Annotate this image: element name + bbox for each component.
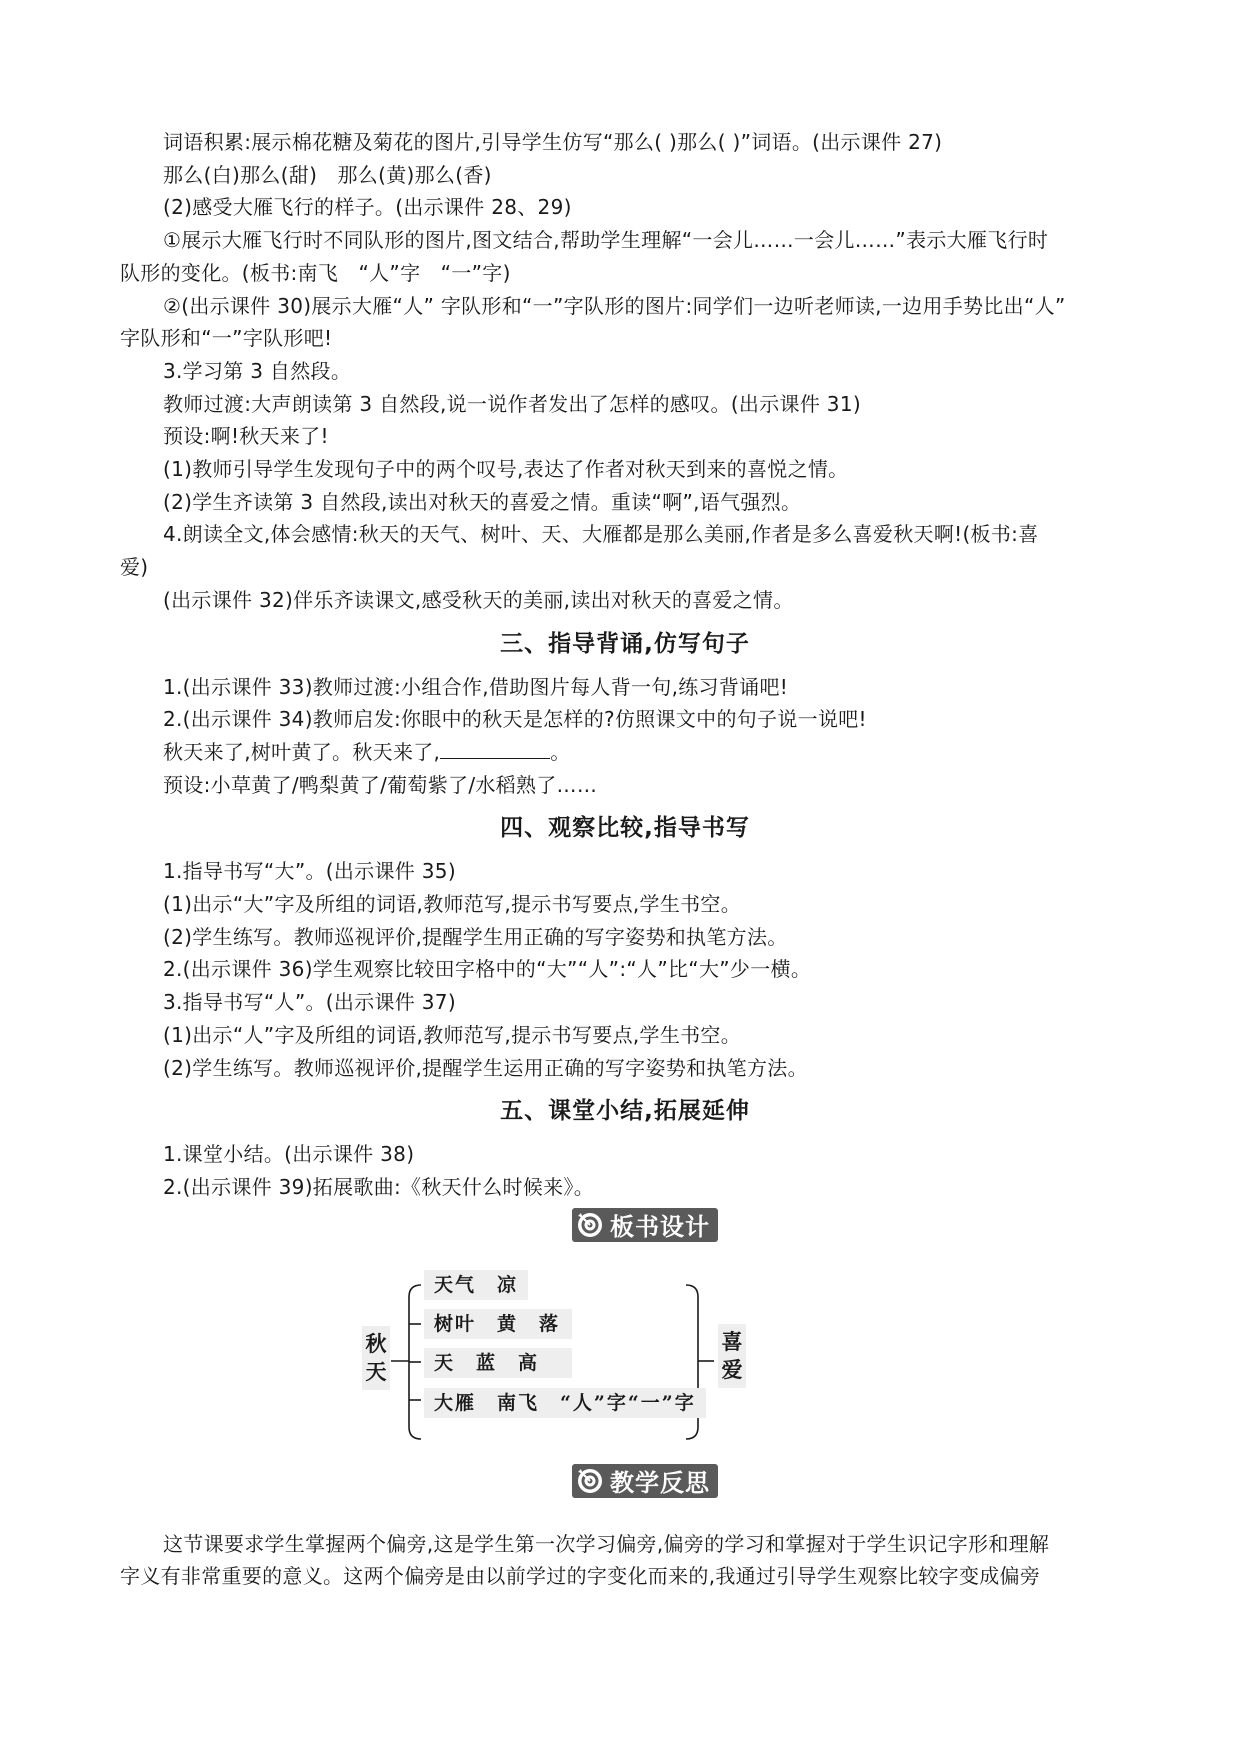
section-heading: 四、观察比较,指导书写: [500, 815, 750, 842]
board-row: 树叶 黄 落: [424, 1309, 572, 1339]
answer-blank: [440, 738, 550, 759]
board-left-label: 秋 天: [362, 1326, 390, 1390]
target-icon: [576, 1467, 604, 1495]
board-row: 天 蓝 高: [424, 1348, 572, 1378]
reflection-banner: [120, 1464, 1130, 1510]
paragraph: (2)学生练写。教师巡视评价,提醒学生用正确的写字姿势和执笔方法。: [163, 924, 788, 949]
paragraph: 那么(白)那么(甜) 那么(黄)那么(香): [163, 162, 492, 187]
paragraph: 3.指导书写“人”。(出示课件 37): [163, 990, 456, 1015]
paragraph: 2.(出示课件 36)学生观察比较田字格中的“大”“人”:“人”比“大”少一横。: [163, 957, 812, 982]
paragraph: 2.(出示课件 39)拓展歌曲:《秋天什么时候来》。: [163, 1174, 595, 1199]
paragraph: 1.指导书写“大”。(出示课件 35): [163, 859, 456, 884]
paragraph: 教师过渡:大声朗读第 3 自然段,说一说作者发出了怎样的感叹。(出示课件 31): [163, 391, 861, 416]
paragraph: (2)学生练写。教师巡视评价,提醒学生运用正确的写字姿势和执笔方法。: [163, 1055, 808, 1080]
paragraph: 1.(出示课件 33)教师过渡:小组合作,借助图片每人背一句,练习背诵吧!: [163, 674, 789, 699]
paragraph: 预设:小草黄了/鸭梨黄了/葡萄紫了/水稻熟了……: [163, 772, 598, 797]
section-heading: 五、课堂小结,拓展延伸: [500, 1098, 750, 1125]
target-icon: [576, 1211, 604, 1239]
paragraph: 1.课堂小结。(出示课件 38): [163, 1142, 415, 1167]
paragraph: (1)教师引导学生发现句子中的两个叹号,表达了作者对秋天到来的喜悦之情。: [163, 457, 849, 482]
paragraph: (出示课件 32)伴乐齐读课文,感受秋天的美丽,读出对秋天的喜爱之情。: [163, 587, 794, 612]
document-page: [120, 126, 1130, 1593]
paragraph: ①展示大雁飞行时不同队形的图片,图文结合,帮助学生理解“一会儿……一会儿……”表示大雁飞行时: [163, 228, 1049, 253]
board-row: 天气 凉: [424, 1270, 528, 1300]
sentence-prefix: 秋天来了,树叶黄了。秋天来了,: [163, 739, 441, 764]
paragraph: 字队形和“一”字队形吧!: [120, 326, 333, 351]
fill-in-sentence: [120, 736, 1130, 769]
board-brace-lines: [120, 1264, 1130, 1454]
paragraph: 字义有非常重要的意义。这两个偏旁是由以前学过的字变化而来的,我通过引导学生观察比较字变成偏旁: [120, 1564, 1041, 1589]
paragraph: 词语积累:展示棉花糖及菊花的图片,引导学生仿写“那么( )那么( )”词语。(出示课件 27): [163, 130, 943, 154]
paragraph: (1)出示“人”字及所组的词语,教师范写,提示书写要点,学生书空。: [163, 1022, 742, 1047]
banner-title: 板书设计: [610, 1213, 710, 1242]
paragraph: 4.朗读全文,体会感情:秋天的天气、树叶、天、大雁都是那么美丽,作者是多么喜爱秋天啊!(板书:喜: [163, 522, 1039, 547]
paragraph: (2)学生齐读第 3 自然段,读出对秋天的喜爱之情。重读“啊”,语气强烈。: [163, 489, 802, 514]
paragraph: ②(出示课件 30)展示大雁“人” 字队形和“一”字队形的图片:同学们一边听老师读,一边用手势比出“人”: [163, 293, 1066, 318]
section-heading: 三、指导背诵,仿写句子: [500, 630, 750, 657]
reflection-text: [120, 1528, 1130, 1593]
paragraph: 队形的变化。(板书:南飞 “人”字 “一”字): [120, 260, 511, 285]
board-design-diagram: [120, 1264, 1130, 1454]
paragraph: 预设:啊!秋天来了!: [163, 424, 329, 449]
banner-title: 教学反思: [610, 1469, 710, 1498]
paragraph: 2.(出示课件 34)教师启发:你眼中的秋天是怎样的?仿照课文中的句子说一说吧!: [163, 707, 867, 732]
paragraph: (1)出示“大”字及所组的词语,教师范写,提示书写要点,学生书空。: [163, 892, 742, 917]
paragraph: (2)感受大雁飞行的样子。(出示课件 28、29): [163, 195, 572, 220]
board-design-banner: [120, 1208, 1130, 1254]
board-row: 大雁 南飞 “人”字“一”字: [424, 1388, 706, 1418]
paragraph: 这节课要求学生掌握两个偏旁,这是学生第一次学习偏旁,偏旁的学习和掌握对于学生识记字形和理解: [163, 1531, 1050, 1556]
sentence-suffix: 。: [550, 739, 571, 764]
paragraph: 3.学习第 3 自然段。: [163, 358, 352, 383]
paragraph: 爱): [120, 555, 149, 580]
board-right-label: 喜 爱: [718, 1324, 746, 1388]
